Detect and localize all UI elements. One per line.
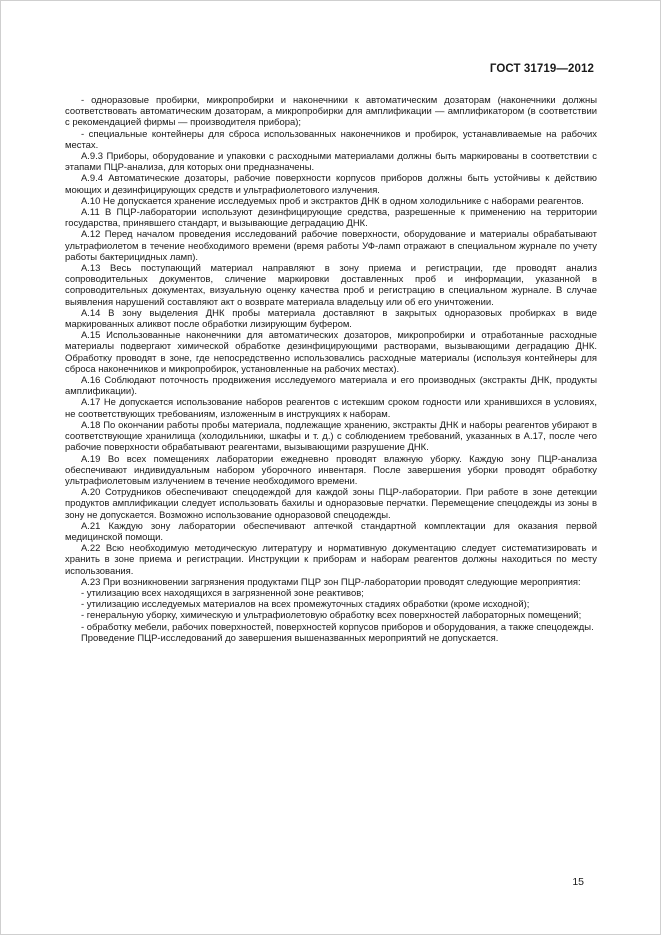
paragraph: Проведение ПЦР-исследований до завершения вышеназванных мероприятий не допускается. [81,632,499,644]
paragraph: А.17 Не допускается использование наборов реагентов с истекшим сроком годности или хранившихся в условиях, не соответствующих требованиям, изложенным в инструкциях к наборам. [65,397,597,420]
document-standard-title: ГОСТ 31719—2012 [489,63,594,75]
paragraph: А.11 В ПЦР-лаборатории используют дезинфицирующие средства, разрешенные к применению на территории государства, принявшего стандарт, и вызывающие деградацию ДНК. [65,207,597,230]
page-number: 15 [572,876,584,888]
paragraph: - специальные контейнеры для сброса использованных наконечников и пробирок, устанавливаемые на рабочих местах. [65,128,597,151]
paragraph: А.21 Каждую зону лаборатории обеспечивают аптечкой стандартной комплектации для оказания первой медицинской помощи. [65,520,597,543]
paragraph: А.18 По окончании работы пробы материала, подлежащие хранению, экстракты ДНК и наборы реагентов убирают в соответствующие хранилища (холодильники, шкафы и т. д.) с соблюдением требований, указанных в А.17, после чего рабочие поверхности обрабатывают реагентами, вызывающими разрушение ДНК. [65,419,597,454]
paragraph: А.16 Соблюдают поточность продвижения исследуемого материала и его производных (экстракты ДНК, продукты амплификации). [65,375,597,398]
paragraph: А.14 В зону выделения ДНК пробы материала доставляют в закрытых одноразовых пробирках в виде маркированных аликвот после обработки лизирующим буфером. [65,307,597,331]
paragraph: А.10 Не допускается хранение исследуемых проб и экстрактов ДНК в одном холодильнике с наборами реагентов. [81,195,584,207]
paragraph: А.19 Во всех помещениях лаборатории ежедневно проводят влажную уборку. Каждую зону ПЦР-анализа обеспечивают индивидуальным набором уборочного инвентаря. После завершения уборки проводят обработку ультрафиолетовым излучением в течение необходимого времени. [65,453,597,487]
paragraph: - одноразовые пробирки, микропробирки и наконечники к автоматическим дозаторам (наконечники должны соответствовать автоматическим дозаторам, а микропробирки для амплификации — амплификатором (в соответствии с рекомендацией фирмы — производителя прибора); [65,95,597,129]
paragraph: А.9.3 Приборы, оборудование и упаковки с расходными материалами должны быть маркированы в соответствии с этапами ПЦР-анализа, для которых они предназначены. [65,151,597,174]
paragraph: А.9.4 Автоматические дозаторы, рабочие поверхности корпусов приборов должны быть устойчивы к действию моющих и дезинфицирующих средств и ультрафиолетового излучения. [65,173,597,196]
paragraph: - утилизацию всех находящихся в загрязненной зоне реактивов; [81,587,364,599]
document-body [65,95,597,644]
paragraph: А.12 Перед началом проведения исследований рабочие поверхности, оборудование и материалы обрабатывают ультрафиолетом в течение необходимого времени (время работы УФ-ламп отражают в специальном журнале по учету работы бактерицидных ламп). [65,229,597,263]
paragraph: А.22 Всю необходимую методическую литературу и нормативную документацию следует систематизировать и хранить в зоне приема и регистрации. Инструкции к приборам и наборам реагентов должны находиться по месту использования. [65,543,597,577]
paragraph: А.15 Использованные наконечники для автоматических дозаторов, микропробирки и отработанные расходные материалы подвергают химической обработке дезинфицирующими растворами, вызывающими деградацию ДНК. Обработку проводят в зоне, где непосредственно использовались расходные материалы (используя контейнеры для сброса наконечников и микропробирок, установленные на рабочих местах). [65,330,597,375]
paragraph: - утилизацию исследуемых материалов на всех промежуточных стадиях обработки (кроме исходной); [81,599,530,611]
paragraph: А.23 При возникновении загрязнения продуктами ПЦР зон ПЦР-лаборатории проводят следующие мероприятия: [81,576,581,588]
paragraph: - обработку мебели, рабочих поверхностей, поверхностей корпусов приборов и оборудования, а также спецодежды. [81,621,594,633]
paragraph: - генеральную уборку, химическую и ультрафиолетовую обработку всех поверхностей лабораторных помещений; [81,610,582,622]
paragraph: А.13 Весь поступающий материал направляют в зону приема и регистрации, где проводят анализ сопроводительных документов, сличение маркировки доставленных проб и информации, указанной в сопроводительных документах, визуальную оценку качества проб и регистрацию в специальном журнале. В случае выявления нарушений составляют акт о возврате материала владельцу или об его уничтожении. [65,263,597,308]
paragraph: А.20 Сотрудников обеспечивают спецодеждой для каждой зоны ПЦР-лаборатории. При работе в зоне детекции продуктов амплификации следует использовать бахилы и одноразовые перчатки. Перемещение спецодежды из зоны в зону не допускается. Возможно использование одноразовой спецодежды. [65,487,597,521]
